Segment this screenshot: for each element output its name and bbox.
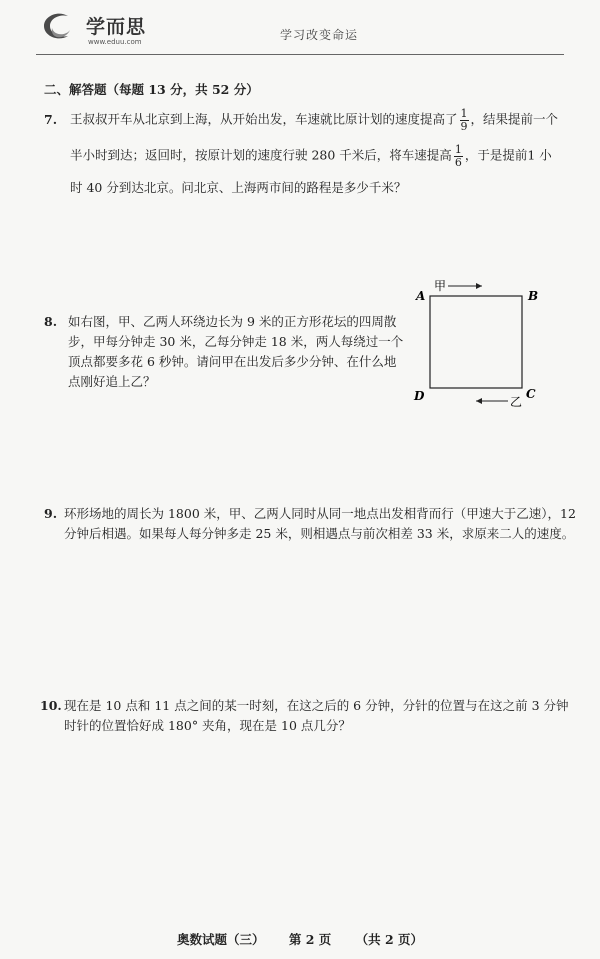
question-number: 9.: [44, 506, 58, 521]
q8-line-2: 步，甲每分钟走 30 米，乙每分钟走 18 米，两人每绕过一个: [68, 334, 404, 349]
q9-line-2: 分钟后相遇。如果每人每分钟多走 25 米，则相遇点与前次相差 33 米，求原来二人的速度。: [64, 526, 575, 541]
q8-line-3: 顶点都要多花 6 秒钟。请问甲在出发后多少分钟、在什么地: [68, 354, 397, 369]
question-9: [44, 508, 574, 548]
header-logo: [36, 6, 176, 52]
logo-swoosh-icon: [36, 6, 76, 46]
question-8: [44, 316, 404, 396]
square-track-diagram: [410, 280, 550, 410]
footer-title: 奥数试题（三）: [176, 932, 265, 947]
vertex-label-a: A: [416, 289, 426, 303]
q10-line-2: 时针的位置恰好成 180° 夹角，现在是 10 点几分？: [64, 718, 351, 733]
footer-page-number: 第 2 页: [288, 932, 332, 947]
question-10: [40, 700, 570, 740]
q7-line-1: 王叔叔开车从北京到上海，从开始出发，车速就比原计划的速度提高了 $\frac{1}{9}$ ，结果提前一个: [70, 107, 559, 133]
square-flowerbed: [430, 296, 522, 388]
question-number: 8.: [44, 314, 58, 329]
question-number: 10.: [40, 698, 62, 713]
walker-label-jia: 甲: [434, 280, 447, 293]
fraction-one-ninth: $\frac{1}{9}$: [460, 107, 468, 133]
walker-label-yi: 乙: [510, 395, 523, 409]
section-title: 二、解答题（每题 13 分，共 52 分）: [44, 82, 259, 97]
logo-name: 学而思: [86, 16, 147, 38]
vertex-label-b: B: [528, 289, 539, 303]
question-number: 7.: [44, 112, 58, 127]
q9-line-1: 环形场地的周长为 1800 米，甲、乙两人同时从同一地点出发相背而行（甲速大于乙速），12: [64, 506, 576, 521]
q7-line-2: 半小时到达；返回时，按原计划的速度行驶 280 千米后，将车速提高 $\frac{1}{6}$ ，于是提前1 小: [70, 143, 552, 169]
header-motto: 学习改变命运: [280, 28, 359, 42]
vertex-label-c: C: [526, 387, 536, 401]
header-rule: [36, 54, 564, 55]
fraction-one-sixth: $\frac{1}{6}$: [454, 143, 462, 169]
q8-line-4: 点刚好追上乙？: [68, 374, 156, 389]
q10-line-1: 现在是 10 点和 11 点之间的某一时刻，在这之后的 6 分钟，分针的位置与在这之前 3 分钟: [64, 698, 569, 713]
logo-url: www.eduu.com: [88, 38, 142, 46]
q7-line-3: 时 40 分到达北京。问北京、上海两市间的路程是多少千米？: [70, 180, 407, 195]
question-7: [44, 108, 564, 198]
q8-line-1: 如右图，甲、乙两人环绕边长为 9 米的正方形花坛的四周散: [68, 314, 397, 329]
footer-total-pages: （共 2 页）: [355, 932, 424, 947]
vertex-label-d: D: [414, 389, 425, 403]
page-footer: [0, 930, 600, 948]
